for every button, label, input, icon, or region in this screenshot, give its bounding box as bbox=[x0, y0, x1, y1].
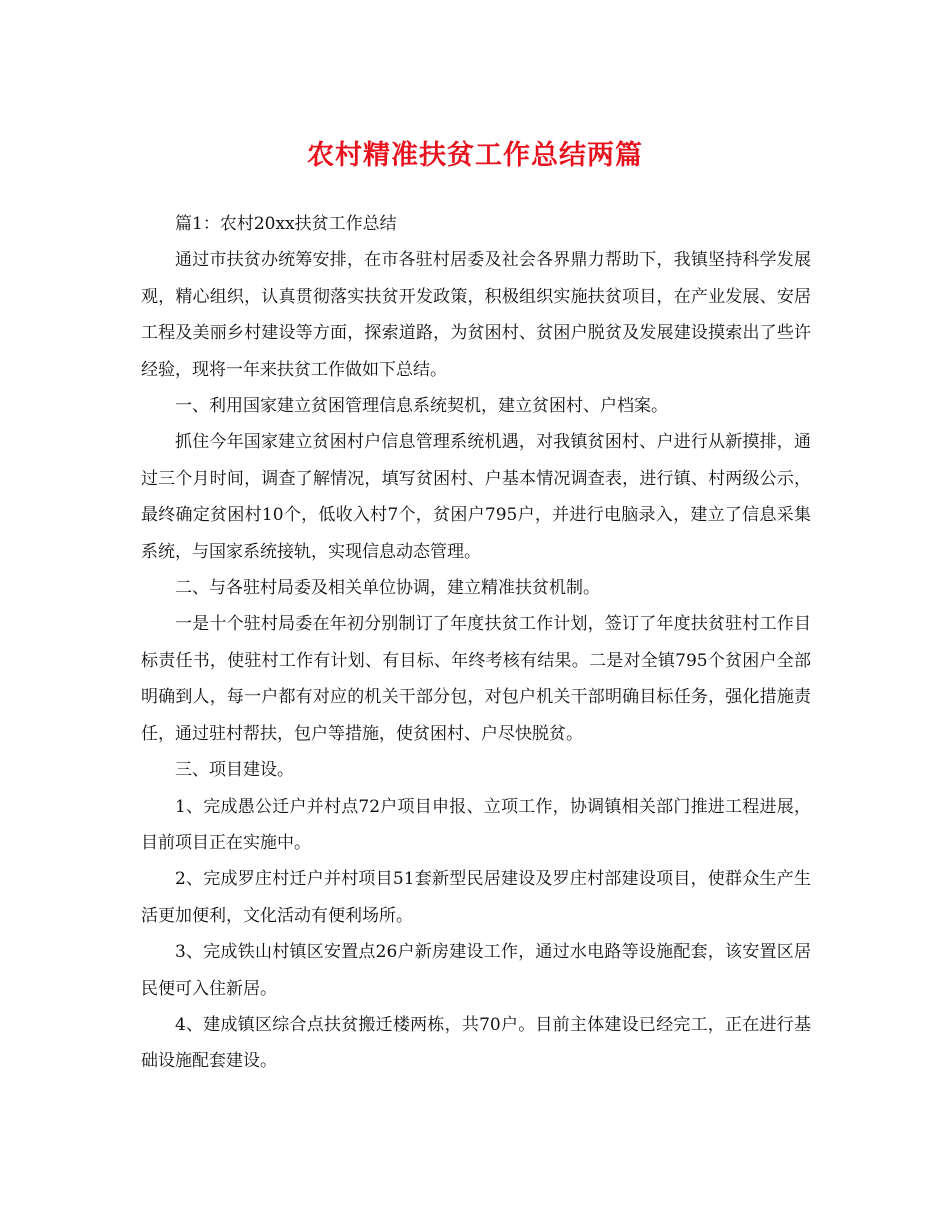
document-body bbox=[141, 206, 811, 1080]
paragraph-heading-2: 二、与各驻村局委及相关单位协调，建立精准扶贫机制。 bbox=[175, 578, 600, 599]
document-title: 农村精准扶贫工作总结两篇 bbox=[307, 140, 643, 171]
paragraph-body-1: 抓住今年国家建立贫困村户信息管理系统机遇，对我镇贫困村、户进行从新摸排，通过三个月时间，调查了解情况，填写贫困村、户基本情况调查表，进行镇、村两级公示，最终确定贫困村10个，低收入村7个，贫困户795户，并进行电脑录入，建立了信息采集系统，与国家系统接轨，实现信息动态管理。 bbox=[141, 432, 811, 562]
paragraph-item-4: 4、建成镇区综合点扶贫搬迁楼两栋，共70户。目前主体建设已经完工，正在进行基础设施配套建设。 bbox=[141, 1014, 811, 1072]
paragraph-heading-1: 一、利用国家建立贫困管理信息系统契机，建立贫困村、户档案。 bbox=[175, 396, 668, 417]
paragraph-intro: 通过市扶贫办统筹安排，在市各驻村居委及社会各界鼎力帮助下，我镇坚持科学发展观，精心组织，认真贯彻落实扶贫开发政策，积极组织实施扶贫项目，在产业发展、安居工程及美丽乡村建设等方面，探索道路，为贫困村、贫困户脱贫及发展建设摸索出了些许经验，现将一年来扶贫工作做如下总结。 bbox=[141, 250, 811, 380]
paragraph-section-heading: 篇1：农村20xx扶贫工作总结 bbox=[175, 214, 397, 234]
paragraph-item-1: 1、完成愚公迁户并村点72户项目申报、立项工作，协调镇相关部门推进工程进展，目前项目正在实施中。 bbox=[141, 796, 811, 853]
paragraph-item-3: 3、完成铁山村镇区安置点26户新房建设工作，通过水电路等设施配套，该安置区居民便可入住新居。 bbox=[141, 942, 811, 999]
paragraph-heading-3: 三、项目建设。 bbox=[175, 760, 294, 781]
paragraph-body-2: 一是十个驻村局委在年初分别制订了年度扶贫工作计划，签订了年度扶贫驻村工作目标责任书，使驻村工作有计划、有目标、年终考核有结果。二是对全镇795个贫困户全部明确到人，每一户都有对应的机关干部分包，对包户机关干部明确目标任务，强化措施责任，通过驻村帮扶，包户等措施，使贫困村、户尽快脱贫。 bbox=[141, 614, 811, 744]
paragraph-item-2: 2、完成罗庄村迁户并村项目51套新型民居建设及罗庄村部建设项目，使群众生产生活更加便利，文化活动有便利场所。 bbox=[141, 869, 811, 926]
